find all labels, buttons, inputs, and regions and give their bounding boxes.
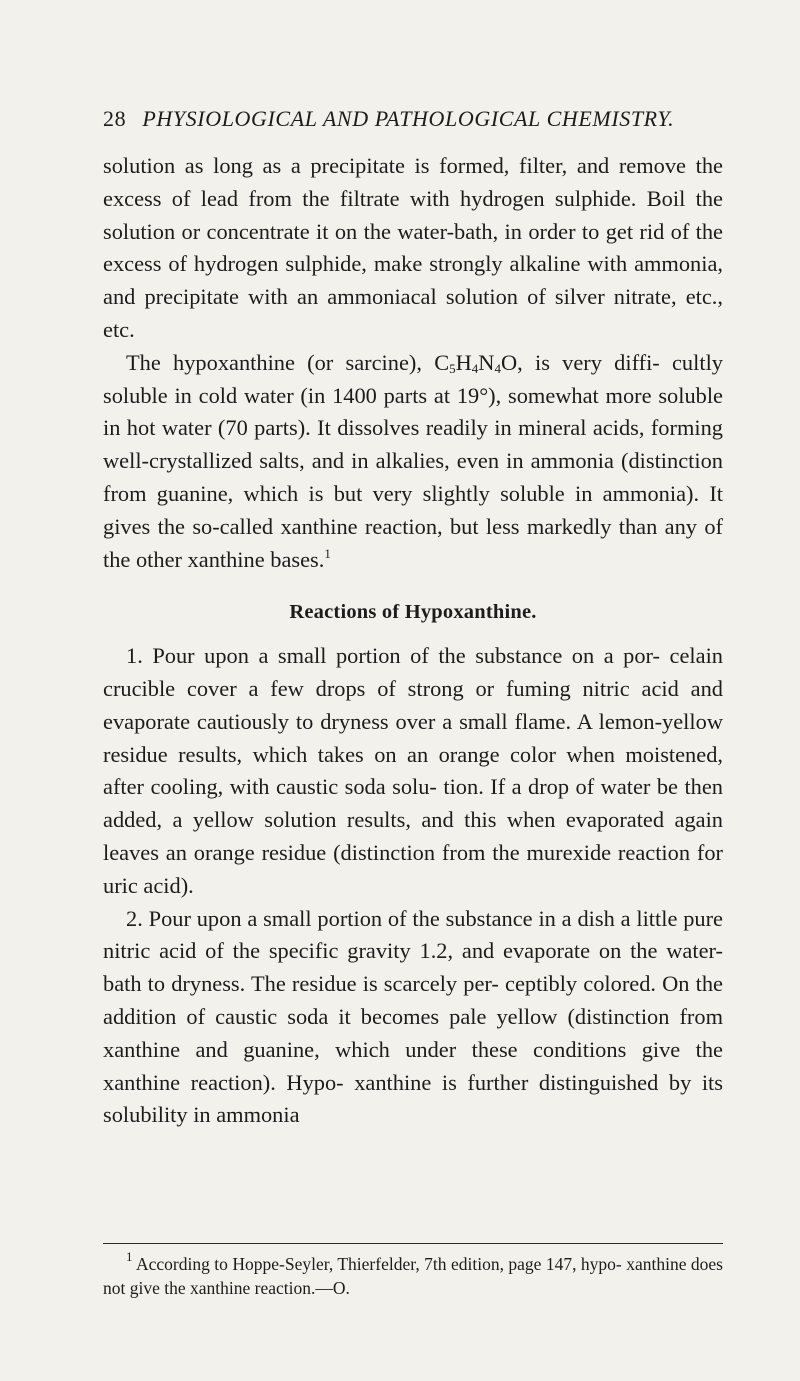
paragraph-hypoxanthine-body: , is very diffi- cultly soluble in cold water (in 1400 parts at 19°), somewhat more soluble in hot water (70 parts). It dissolves readily in mineral acids, forming well-crystallized salts, and in alkalies, even in ammonia (distinction from guanine, which is but very slightly soluble in ammonia). It gives the so-called xanthine reaction, but less markedly than any of the other xanthine bases. — [103, 349, 723, 572]
footnote-text: According to Hoppe-Seyler, Thierfelder, 7th edition, page 147, hypo- xanthine does not give the xanthine reaction.—O. — [103, 1254, 723, 1298]
footnote-marker: 1 — [126, 1249, 133, 1264]
footnote — [103, 1249, 723, 1300]
footnote-rule — [103, 1243, 723, 1244]
reaction-1: 1. Pour upon a small portion of the substance on a por- celain crucible cover a few drops of strong or fuming nitric acid and evaporate cautiously to dryness over a small flame. A lemon-yellow residue results, which takes on an orange color when moistened, after cooling, with caustic soda solu- tion. If a drop of water be then added, a yellow solution results, and this when evaporated again leaves an orange residue (distinction from the murexide reaction for uric acid). — [103, 643, 723, 898]
reaction-2: 2. Pour upon a small portion of the substance in a dish a little pure nitric acid of the specific gravity 1.2, and evaporate on the water-bath to dryness. The residue is scarcely per- ceptibly colored. On the addition of caustic soda it becomes pale yellow (distinction from xanthine and guanine, which under these conditions give the xanthine reaction). Hypo- xanthine is further distinguished by its solubility in ammonia — [103, 905, 723, 1128]
footnote-reference: 1 — [324, 545, 331, 561]
running-title: PHYSIOLOGICAL AND PATHOLOGICAL CHEMISTRY. — [142, 106, 675, 131]
paragraph-continuation: solution as long as a precipitate is formed, filter, and remove the excess of lead from the filtrate with hydrogen sulphide. Boil the solution or concentrate it on the water-bath, in order to get rid of the excess of hydrogen sulphide, make strongly alkaline with ammonia, and precipitate with an ammoniacal solution of silver nitrate, etc., etc. — [103, 153, 723, 342]
paragraph-hypoxanthine — [103, 347, 723, 577]
page-number: 28 — [103, 106, 127, 131]
chemical-formula: $C_5H_4N_4O$ — [434, 349, 518, 376]
paragraph-hypoxanthine-intro: The hypoxanthine (or sarcine), — [126, 349, 422, 375]
body-text — [103, 150, 723, 1132]
section-heading: Reactions of Hypoxanthine. — [289, 601, 537, 624]
running-head — [103, 106, 723, 132]
